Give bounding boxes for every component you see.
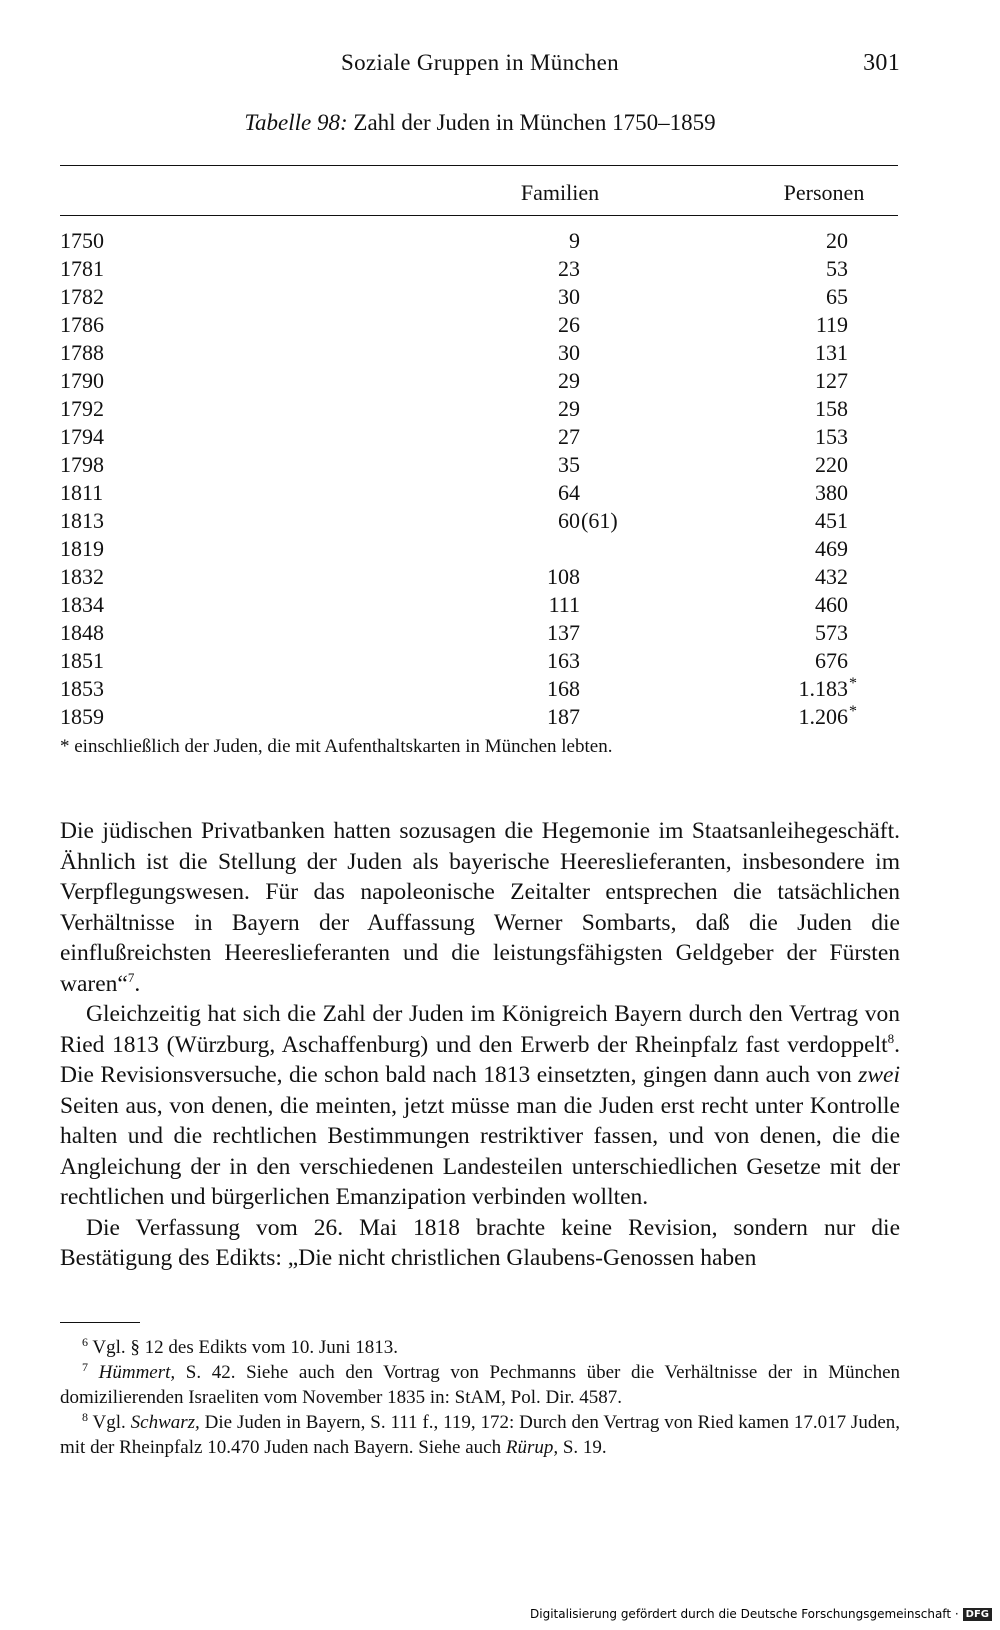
cell-personen: 53 — [826, 256, 848, 281]
cell-year: 1788 — [60, 340, 104, 365]
table-caption-label: Tabelle 98: — [244, 110, 348, 135]
table-row — [60, 619, 898, 647]
cell-personen: 65 — [826, 284, 848, 309]
cell-personen: 573 — [815, 620, 848, 645]
cell-personen: 1.183 — [798, 676, 848, 701]
cell-year: 1834 — [60, 592, 104, 617]
table-row — [60, 563, 898, 591]
table-row — [60, 283, 898, 311]
cell-familien: 29 — [558, 368, 580, 393]
cell-year: 1790 — [60, 368, 104, 393]
table-caption-text: Zahl der Juden in München 1750–1859 — [353, 110, 716, 135]
cell-year: 1782 — [60, 284, 104, 309]
cell-familien: 108 — [547, 564, 580, 589]
table-row — [60, 451, 898, 479]
table-row — [60, 339, 898, 367]
table-row — [60, 675, 898, 703]
digitization-watermark — [530, 1604, 992, 1624]
footnote — [60, 1335, 900, 1360]
table-caption — [60, 110, 900, 136]
footnote-number: 8 — [82, 1410, 88, 1424]
cell-familien: 64 — [558, 480, 580, 505]
paragraph-text: . Die Revisionsversuche, die schon bald nach 1813 einsetzten, gingen dann auch von — [60, 1031, 900, 1088]
footnote-text: S. 42. Siehe auch den Vortrag von Pechmanns über die Verhältnisse der in München domizilierenden Israeliten vom November 1835 in: StAM, Pol. Dir. 4587. — [60, 1362, 900, 1408]
cell-familien: 30 — [558, 284, 580, 309]
footnote-author: Hümmert, — [98, 1362, 176, 1383]
table-note: * einschließlich der Juden, die mit Aufenthaltskarten in München lebten. — [60, 736, 613, 757]
cell-personen: 158 — [815, 396, 848, 421]
cell-personen: 460 — [815, 592, 848, 617]
paragraph-text: Seiten aus, von denen, die meinten, jetzt müsse man die Juden erst recht unter Kontrolle halten und die rechtlichen Bestimmungen restriktiver fassen, und von denen, die die Angleichung der in den verschiedenen Landesteilen unterschiedlichen Gesetze mit der rechtlichen und bürgerlichen Emanzipation verbinden wollten. — [60, 1092, 900, 1210]
footnote-number: 6 — [82, 1335, 88, 1349]
cell-familien: 163 — [547, 648, 580, 673]
cell-familien: 27 — [558, 424, 580, 449]
cell-familien: 111 — [548, 592, 580, 617]
table-row — [60, 311, 898, 339]
cell-personen: 676 — [815, 648, 848, 673]
table-body — [60, 227, 898, 731]
cell-personen: 131 — [815, 340, 848, 365]
paragraph-text-end: . — [134, 970, 141, 997]
cell-year: 1811 — [60, 480, 104, 505]
running-title: Soziale Gruppen in München — [341, 50, 619, 75]
cell-personen-mark: * — [849, 675, 857, 692]
table-row — [60, 255, 898, 283]
cell-personen: 1.206 — [798, 704, 848, 729]
cell-year: 1792 — [60, 396, 104, 421]
cell-familien: 60 — [558, 508, 580, 533]
cell-year: 1786 — [60, 312, 104, 337]
cell-year: 1798 — [60, 452, 104, 477]
cell-year: 1848 — [60, 620, 104, 645]
cell-familien: 137 — [547, 620, 580, 645]
cell-year: 1813 — [60, 508, 104, 533]
footnote-text: Die Juden in Bayern, S. 111 f., 119, 172: Durch den Vertrag von Ried kamen 17.017 Juden, mit der Rheinpfalz 10.470 Juden nach Bayern. Siehe auch — [60, 1412, 901, 1458]
footnote-ref: 7 — [127, 969, 135, 985]
cell-year: 1750 — [60, 228, 104, 253]
table-row — [60, 479, 898, 507]
body-text — [60, 816, 900, 1274]
cell-year: 1819 — [60, 536, 104, 561]
table-row — [60, 227, 898, 255]
table-top-rule — [60, 165, 898, 166]
table-header-rule — [60, 215, 898, 216]
running-head — [60, 50, 900, 80]
table-row — [60, 535, 898, 563]
table-row — [60, 647, 898, 675]
dfg-logo: DFG — [963, 1608, 992, 1621]
footnote-ref: 8 — [887, 1030, 895, 1046]
paragraph-text: Die Verfassung vom 26. Mai 1818 brachte keine Revision, sondern nur die Bestätigung des Edikts: „Die nicht christlichen Glaubens-Genossen haben — [60, 1214, 900, 1271]
cell-personen-mark: * — [849, 703, 857, 720]
watermark-text: Digitalisierung gefördert durch die Deutsche Forschungsgemeinschaft · — [530, 1607, 959, 1621]
cell-year: 1859 — [60, 704, 104, 729]
cell-familien-extra: (61) — [581, 508, 618, 533]
cell-year: 1853 — [60, 676, 104, 701]
cell-personen: 20 — [826, 228, 848, 253]
column-header-personen: Personen — [783, 180, 865, 205]
cell-familien: 187 — [547, 704, 580, 729]
cell-familien: 26 — [558, 312, 580, 337]
cell-personen: 153 — [815, 424, 848, 449]
cell-year: 1832 — [60, 564, 104, 589]
footnote-number: 7 — [82, 1360, 88, 1374]
cell-year: 1781 — [60, 256, 104, 281]
paragraph-text: Die jüdischen Privatbanken hatten sozusagen die Hegemonie im Staatsanleihegeschäft. Ähnlich ist die Stellung der Juden als bayerische Heereslieferanten, insbesondere im Verpflegungswesen. Für das napoleonische Zeitalter entsprechen die tatsächlichen Verhältnisse in Bayern der Auffassung Werner Sombarts, daß die Juden die einflußreichsten Heereslieferanten und die leistungsfähigsten Geldgeber der Fürsten waren“ — [60, 818, 900, 997]
table-row — [60, 367, 898, 395]
cell-personen: 119 — [815, 312, 848, 337]
cell-year: 1851 — [60, 648, 104, 673]
cell-familien: 168 — [547, 676, 580, 701]
cell-personen: 469 — [815, 536, 848, 561]
cell-personen: 127 — [815, 368, 848, 393]
paragraph — [60, 1213, 900, 1274]
footnote-rule — [60, 1322, 140, 1323]
table-row — [60, 591, 898, 619]
cell-personen: 380 — [815, 480, 848, 505]
footnote-text: Vgl. — [92, 1412, 131, 1433]
footnote — [60, 1360, 900, 1410]
cell-personen: 220 — [815, 452, 848, 477]
paragraph — [60, 816, 900, 999]
cell-familien: 35 — [558, 452, 580, 477]
paragraph-text: Gleichzeitig hat sich die Zahl der Juden im Königreich Bayern durch den Vertrag von Ried 1813 (Würzburg, Aschaffenburg) und den Erwerb der Rheinpfalz fast verdoppelt — [60, 1001, 900, 1058]
cell-personen: 432 — [815, 564, 848, 589]
column-header-familien: Familien — [520, 180, 600, 205]
cell-personen: 451 — [815, 508, 848, 533]
table-header — [60, 180, 898, 210]
footnote-text: Vgl. § 12 des Edikts vom 10. Juni 1813. — [92, 1337, 399, 1358]
paragraph — [60, 999, 900, 1213]
footnotes — [60, 1335, 900, 1460]
emphasis-text: zwei — [858, 1062, 900, 1088]
footnote-author: Rürup, — [505, 1437, 559, 1458]
cell-familien: 30 — [558, 340, 580, 365]
table-row — [60, 395, 898, 423]
footnote-text: S. 19. — [558, 1437, 607, 1458]
table-row — [60, 703, 898, 731]
cell-year: 1794 — [60, 424, 104, 449]
table-row — [60, 507, 898, 535]
page-number: 301 — [863, 50, 900, 76]
cell-familien: 9 — [569, 228, 580, 253]
cell-familien: 29 — [558, 396, 580, 421]
footnote — [60, 1410, 900, 1460]
table-row — [60, 423, 898, 451]
footnote-author: Schwarz, — [130, 1412, 200, 1433]
cell-familien: 23 — [558, 256, 580, 281]
